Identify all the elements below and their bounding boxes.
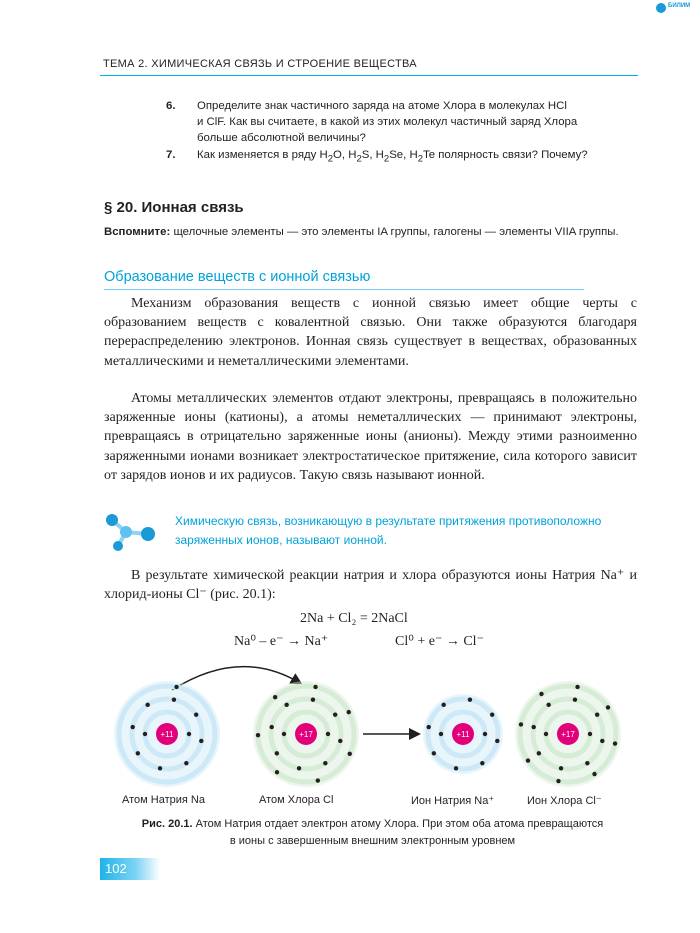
question-text-end: Te полярность связи? Почему? [423, 149, 588, 161]
reaction-intro: В результате химической реакции натрия и хлора образуются ионы Натрия Na⁺ и хлорид-ионы Cl⁻ (рис. 20.1): [104, 568, 637, 603]
nucleus-charge: +17 [299, 730, 313, 739]
question-text: Как изменяется в ряду H [197, 149, 328, 161]
label-na-ion: Ион Натрия Na⁺ [411, 795, 495, 807]
label-na-atom: Атом Натрия Na [122, 794, 205, 806]
definition: Химическую связь, возникающую в результате притяжения противоположно заряженных ионов, называют ионной. [175, 514, 602, 547]
page-header: ТЕМА 2. ХИМИЧЕСКАЯ СВЯЗЬ И СТРОЕНИЕ ВЕЩЕСТВА [103, 58, 417, 70]
electron [575, 685, 579, 689]
electron [432, 751, 436, 755]
question-line: больше абсолютной величины? [197, 132, 366, 144]
electron [275, 770, 279, 774]
electron [313, 685, 317, 689]
subheading-underline [104, 289, 584, 290]
equation-cl: Cl⁰ + e⁻ → Cl⁻ [395, 634, 484, 649]
electron [136, 751, 140, 755]
electron [184, 761, 188, 765]
question-line: Определите знак частичного заряда на атоме Хлора в молекулах HCl [197, 100, 567, 112]
electron [526, 758, 530, 762]
electron [588, 732, 592, 736]
electron [546, 703, 550, 707]
electron [347, 710, 351, 714]
electron [495, 739, 499, 743]
electron [284, 703, 288, 707]
electron [441, 703, 445, 707]
recall-note [104, 224, 636, 241]
electron [256, 733, 260, 737]
electron [348, 752, 352, 756]
question-line: и ClF. Как вы считаете, в какой из этих молекул частичный заряд Хлора [197, 116, 578, 128]
chlorine-atom [253, 681, 359, 787]
electron [145, 703, 149, 707]
electron [439, 732, 443, 736]
publisher-logo-text: БИЛИМ [668, 3, 691, 9]
electron [338, 739, 342, 743]
nucleus-charge: +11 [456, 730, 470, 739]
figure-20-1 [100, 655, 640, 810]
electron-transfer-arrow [172, 667, 300, 690]
label-cl-atom: Атом Хлора Cl [259, 794, 334, 806]
electron [592, 772, 596, 776]
nucleus-charge: +17 [561, 730, 575, 739]
electron [311, 697, 315, 701]
electron [490, 712, 494, 716]
header-divider [100, 75, 638, 76]
question-number: 7. [166, 149, 176, 161]
figure-caption [140, 816, 605, 850]
electron [275, 751, 279, 755]
electron [556, 779, 560, 783]
electron [199, 739, 203, 743]
sodium-atom [114, 681, 220, 787]
equation-na: Na⁰ – e⁻ → Na⁺ [234, 634, 329, 649]
electron [531, 725, 535, 729]
sodium-ion [423, 694, 503, 774]
electron [606, 705, 610, 709]
publisher-logo [656, 2, 700, 14]
electron [297, 766, 301, 770]
caption-text: Атом Натрия отдает электрон атому Хлора. При этом оба атома превращаются в ионы с завершенным внешним электронным уровнем [195, 818, 604, 847]
molecule-icon [104, 512, 156, 552]
question-number: 6. [166, 100, 176, 112]
electron [613, 741, 617, 745]
electron [130, 725, 134, 729]
electron [537, 751, 541, 755]
electron [326, 732, 330, 736]
electron [323, 761, 327, 765]
electron [595, 712, 599, 716]
electron [468, 697, 472, 701]
equation-main: 2Na + Cl₂ = 2NaCl [300, 611, 408, 626]
paragraph-1: Механизм образования веществ с ионной связью имеет общие черты с образованием веществ с ковалентной связью. Они также образуются благодаря перераспределению электронов. Ионная связь существует в веществах, образованных металлическими и неметаллическими элементами. [104, 296, 637, 369]
electron [143, 732, 147, 736]
globe-icon [656, 3, 666, 13]
section-title: § 20. Ионная связь [104, 199, 244, 216]
electron [273, 695, 277, 699]
chlorine-ion [515, 681, 621, 787]
paragraph-2: Атомы металлических элементов отдают электроны, превращаясь в положительно заряженные ионы (катионы), а атомы неметаллических — принимают электроны, превращаясь в отрицательно заряженные ионы (анионы). Между этими разноименно заряженными ионами возникает электростатическое притяжение, сила которого зависит от зарядов ионов и их радиусов. Такую связь называют ионной. [104, 391, 637, 483]
electron [187, 732, 191, 736]
electron [483, 732, 487, 736]
electron [426, 725, 430, 729]
electron [269, 725, 273, 729]
electron [282, 732, 286, 736]
electron [573, 697, 577, 701]
electron [585, 761, 589, 765]
electron [559, 766, 563, 770]
electron [316, 778, 320, 782]
electron [194, 712, 198, 716]
recall-text: щелочные элементы — это элементы IA группы, галогены — элементы VIIA группы. [173, 226, 619, 238]
electron [544, 732, 548, 736]
electron [333, 712, 337, 716]
electron [519, 722, 523, 726]
electron [454, 766, 458, 770]
electron [158, 766, 162, 770]
nucleus-charge: +11 [160, 730, 174, 739]
electron [600, 739, 604, 743]
caption-label: Рис. 20.1. [141, 818, 193, 830]
label-cl-ion: Ион Хлора Cl⁻ [527, 795, 602, 807]
subheading: Образование веществ с ионной связью [104, 269, 371, 285]
question-7: 7. Как изменяется в ряду $H_2O$, $H_2S$, $H_2Se$, $H_2Te$ полярность связи? Почему? [166, 149, 588, 165]
question-6 [166, 98, 637, 146]
electron [539, 692, 543, 696]
electron [172, 697, 176, 701]
electron [480, 761, 484, 765]
page-number: 102 [105, 861, 127, 876]
electron [174, 685, 178, 689]
recall-label: Вспомните: [104, 226, 171, 238]
